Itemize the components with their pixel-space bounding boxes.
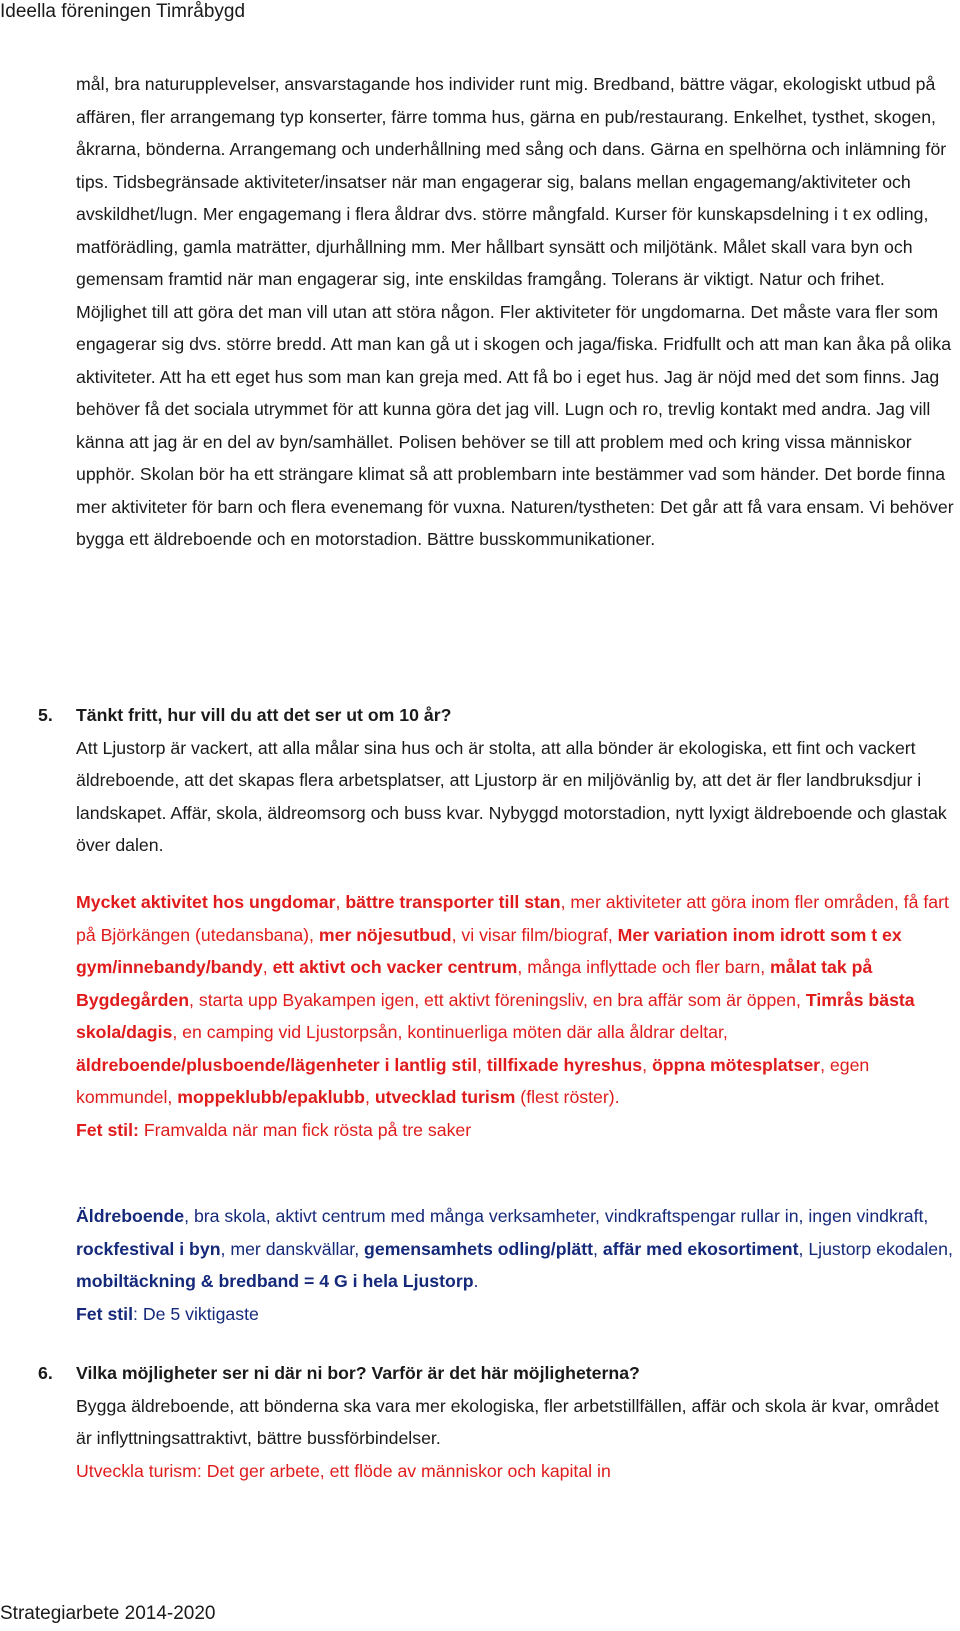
blue-text: , Ljustorp ekodalen, [798,1238,953,1259]
blue-item: Äldreboende [76,1206,185,1226]
question-6-red-line: Utveckla turism: Det ger arbete, ett flöde av människor och kapital in [76,1460,611,1481]
red-text: , starta upp Byakampen igen, ett aktivt föreningsliv, en bra affär som är öppen, [189,989,806,1010]
question-5-title: Tänkt fritt, hur vill du att det ser ut om 10 år? [76,705,452,725]
blue-sep: . [473,1271,479,1291]
red-legend-label: Fet stil: [76,1119,139,1140]
red-item: Timrås bästa skola/dagis [76,989,915,1042]
intro-paragraph: mål, bra naturupplevelser, ansvarstagande hos individer runt mig. Bredband, bättre vägar, ekologiskt utbud på affären, fler arrangemang typ konserter, färre tomma hus, gärna en pub/restaurang. Enkelhet, tysthet, skogen, åkrarna, bönderna. Arrangemang och underhållning med sång och dans. Gärna en spelhörna och inlämning för tips. Tidsbegränsade aktiviteter/insatser när man engagerar sig, balans mellan engagemang/aktiviteter och avskildhet/lugn. Mer engagemang i flera åldrar dvs. större mångfald. Kurser för kunskapsdelning i t ex odling, matförädling, gamla maträtter, djurhållning mm. Mer hållbart synsätt och miljötänk. Målet skall vara byn och gemensam framtid när man engagerar sig, inte enskildas framgång. Tolerans är viktigt. Natur och frihet. Möjlighet till att göra det man vill utan att störa någon. Fler aktiviteter för ungdomarna. Det måste vara fler som engagerar sig dvs. större bredd. Att man kan gå ut i skogen och jaga/fiska. Fridfullt och att man kan åka på olika aktiviteter. Att ha ett eget hus som man kan greja med. Att få bo i eget hus. Jag är nöjd med det som finns. Jag behöver få det sociala utrymmet för att kunna göra det jag vill. Lugn och ro, trevlig kontakt med andra. Jag vill känna att jag är en del av byn/samhället. Polisen behöver se till att problem med och kring vissa människor upphör. Skolan bör ha ett strängare klimat så att problembarn inte bestämmer vad som händer. Det borde finna mer aktiviteter för barn och flera evenemang för vuxna. Naturen/tystheten: Det går att få vara ensam. Vi behöver bygga ett äldreboende och en motorstadion. Bättre busskommunikationer. [76,74,954,549]
red-item: Mycket aktivitet hos ungdomar [76,892,336,912]
blue-vote-block [76,1200,958,1330]
red-text: , mer aktiviteter att göra inom fler områden, få fart på Björkängen (utedansbana), [76,892,949,945]
red-vote-block [76,886,958,1146]
red-text: , en camping vid Ljustorpsån, kontinuerliga möten där alla åldrar deltar, [172,1022,728,1042]
blue-sep: , [593,1238,603,1259]
red-text: , egen kommundel, [76,1054,870,1107]
question-6-title: Vilka möjligheter ser ni där ni bor? Varför är det här möjligheterna? [76,1363,640,1383]
red-item: moppeklubb/epaklubb [177,1087,365,1107]
blue-item: gemensamhets odling/plätt [364,1238,594,1259]
question-6-number: 6. [38,1363,53,1383]
blue-item: rockfestival i byn [76,1238,221,1259]
red-item: målat tak på Bygdegården [76,957,873,1010]
red-sep: , [364,1087,375,1107]
red-text: , vi visar film/biograf, [451,924,618,945]
red-item: äldreboende/plusboende/lägenheter i lantlig stil [76,1054,477,1075]
question-6-section [76,1357,958,1487]
blue-legend-text: : De 5 viktigaste [133,1303,259,1324]
red-text: (flest röster). [515,1087,620,1107]
blue-legend-label: Fet stil [76,1303,134,1324]
blue-item: affär med ekosortiment [602,1238,799,1259]
red-sep: , [262,957,273,977]
blue-text: , bra skola, aktivt centrum med många verksamheter, vindkraftspengar rullar in, ingen vindkraft, [184,1206,929,1226]
page-header: Ideella föreningen Timråbygd [0,1,246,22]
red-item: tillfixade hyreshus [486,1054,643,1075]
red-item: mer nöjesutbud [318,924,452,945]
blue-text: , mer danskvällar, [220,1238,365,1259]
page-footer: Strategiarbete 2014-2020 [0,1603,216,1624]
red-sep: , [642,1054,652,1075]
red-item: bättre transporter till stan [345,892,561,912]
red-legend-text: Framvalda när man fick rösta på tre saker [138,1119,472,1140]
red-item: öppna mötesplatser [651,1054,821,1075]
question-5-answer: Att Ljustorp är vackert, att alla målar sina hus och är stolta, att alla bönder är ekologiska, ett fint och vackert äldreboende, att det skapas flera arbetsplatser, att Ljustorp är en miljövänlig by, att det är fler landbruksdjur i landskapet. Affär, skola, äldreomsorg och buss kvar. Nybyggd motorstadion, nytt lyxigt äldreboende och glastak över dalen. [76,737,947,855]
question-5-number: 5. [38,705,53,725]
red-sep: , [476,1054,487,1075]
red-sep: , [335,892,346,912]
question-5-section [76,699,958,862]
red-item: ett aktivt och vacker centrum [272,957,518,977]
question-6-answer: Bygga äldreboende, att bönderna ska vara mer ekologiska, fler arbetstillfällen, affär och skola är kvar, området är inflyttningsattraktivt, bättre bussförbindelser. [76,1395,939,1448]
red-item: utvecklad turism [374,1087,516,1107]
red-text: , många inflyttade och fler barn, [517,957,771,977]
blue-item: mobiltäckning & bredband = 4 G i hela Ljustorp [76,1271,474,1291]
red-item: Mer variation inom idrott som t ex gym/innebandy/bandy [76,924,902,977]
